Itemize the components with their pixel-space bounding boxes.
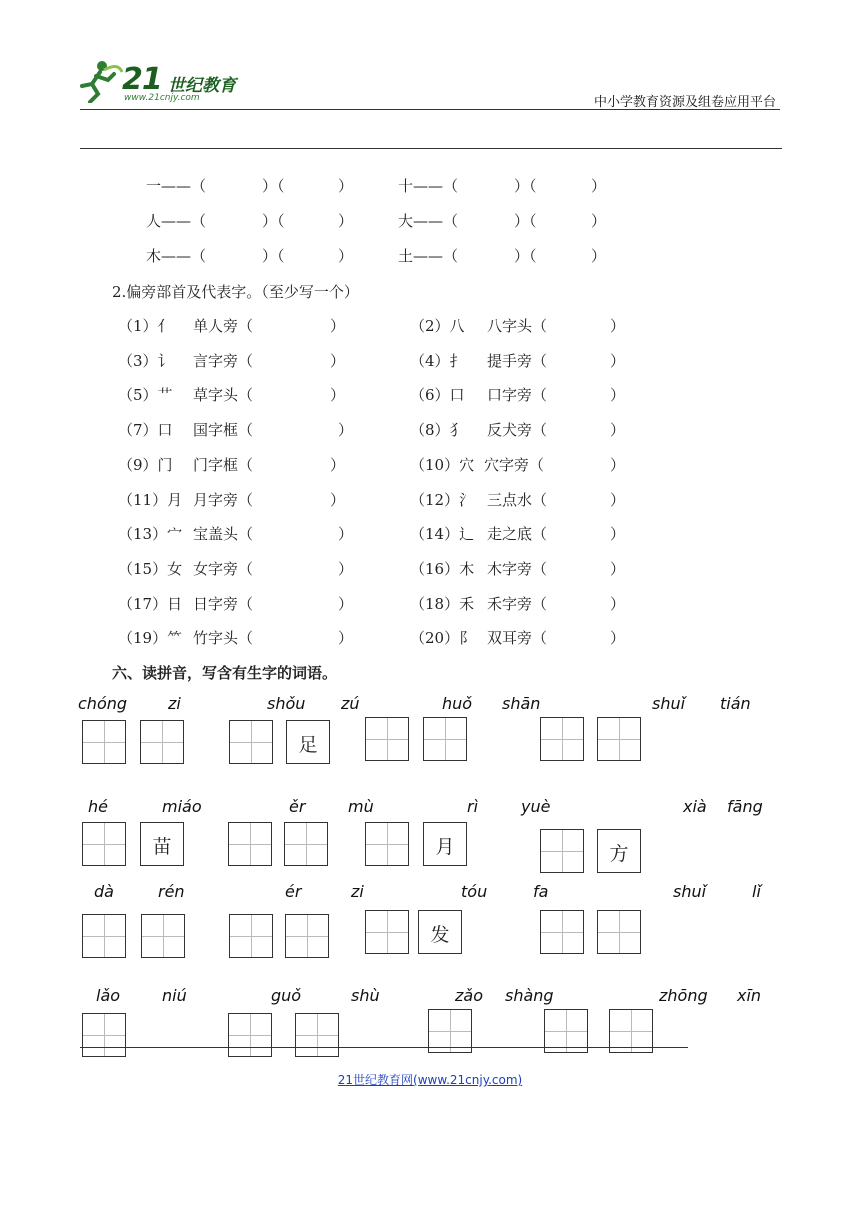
pinyin-syllable: shàng	[505, 986, 554, 1005]
stroke-row-cell: 土——（	[398, 247, 459, 265]
radical-symbol: （8）犭	[410, 421, 465, 440]
radical-name: ）	[610, 629, 626, 648]
tianzige-box[interactable]	[140, 720, 184, 764]
radical-symbol: （12）氵	[410, 490, 475, 509]
radical-name: ）	[610, 594, 626, 613]
radical-name: ）	[330, 317, 346, 335]
stroke-row-cell: 人——（	[146, 212, 207, 230]
pinyin-syllable: hé	[88, 797, 108, 816]
stroke-row-cell[interactable]: ）	[591, 212, 607, 230]
filled-char-box	[418, 910, 462, 954]
tianzige-box[interactable]	[285, 914, 329, 958]
tianzige-box[interactable]	[82, 1013, 126, 1057]
radical-name: 单人旁（	[193, 317, 254, 335]
radical-name: ）	[338, 594, 354, 613]
logo-text: 世纪教育	[168, 76, 236, 96]
runner-icon	[74, 58, 124, 103]
pinyin-syllable: shuǐ	[673, 882, 707, 901]
filled-char-box	[597, 829, 641, 873]
pinyin-syllable: yuè	[521, 797, 551, 816]
radical-name: 三点水（	[487, 490, 548, 509]
pinyin-syllable: dà	[94, 882, 114, 901]
pinyin-syllable: zǎo	[455, 986, 483, 1005]
pinyin-syllable: ér	[285, 882, 302, 901]
pinyin-syllable: huǒ	[442, 694, 473, 713]
radical-name: 国字框（	[193, 421, 254, 440]
stroke-row-cell[interactable]: ）（	[262, 247, 285, 265]
tianzige-box[interactable]	[295, 1013, 339, 1057]
radical-symbol: （2）八	[410, 317, 465, 335]
footer-rule	[80, 1047, 688, 1048]
given-character: 方	[609, 843, 629, 865]
tianzige-box[interactable]	[228, 1013, 272, 1057]
tianzige-box[interactable]	[540, 910, 584, 954]
radical-symbol: （13）宀	[118, 525, 183, 544]
radical-symbol: （20）阝	[410, 629, 475, 648]
tianzige-box[interactable]	[597, 717, 641, 761]
radical-name: 双耳旁（	[487, 629, 548, 648]
radical-symbol: （7）口	[118, 421, 173, 440]
radical-name: ）	[338, 525, 354, 544]
stroke-row-cell[interactable]: ）（	[514, 177, 537, 195]
radical-name: ）	[610, 490, 626, 509]
tianzige-box[interactable]	[365, 717, 409, 761]
pinyin-syllable: miáo	[162, 797, 202, 816]
pinyin-syllable: zhōng	[659, 986, 708, 1005]
pinyin-syllable: zú	[341, 694, 360, 713]
radical-symbol: （6）口	[410, 386, 465, 405]
radical-symbol: （3）讠	[118, 351, 173, 370]
radical-name: 草字头（	[193, 386, 254, 405]
stroke-row-cell[interactable]: ）（	[514, 247, 537, 265]
logo-number: 21	[122, 62, 162, 97]
radical-symbol: （14）辶	[410, 525, 475, 544]
tianzige-box[interactable]	[540, 717, 584, 761]
pinyin-syllable: shǒu	[267, 694, 306, 713]
radical-symbol: （16）木	[410, 559, 475, 578]
tianzige-box[interactable]	[82, 822, 126, 866]
pinyin-syllable: lǎo	[96, 986, 121, 1005]
section6-title: 六、读拼音，写含有生字的词语。	[112, 664, 338, 682]
pinyin-syllable: xīn	[737, 986, 762, 1005]
pinyin-syllable: tóu	[461, 882, 488, 901]
pinyin-syllable: rì	[467, 797, 479, 816]
radical-symbol: （18）禾	[410, 594, 475, 613]
logo-url: www.21cnjy.com	[124, 93, 200, 103]
stroke-row-cell[interactable]: ）	[338, 177, 354, 195]
radical-name: ）	[330, 351, 346, 370]
radical-name: 日字旁（	[193, 594, 254, 613]
pinyin-syllable: fāng	[727, 797, 763, 816]
radical-name: ）	[330, 455, 346, 474]
footer-link[interactable]: 21世纪教育网(www.21cnjy.com)	[337, 1073, 523, 1087]
radical-name: 提手旁（	[487, 351, 548, 370]
given-character: 月	[435, 836, 455, 858]
radical-name: ）	[610, 559, 626, 578]
tianzige-box[interactable]	[141, 914, 185, 958]
stroke-row-cell[interactable]: ）（	[262, 177, 285, 195]
pinyin-syllable: xià	[683, 797, 707, 816]
pinyin-syllable: shuǐ	[652, 694, 686, 713]
radical-symbol: （1）亻	[118, 317, 173, 335]
pinyin-syllable: fa	[533, 882, 549, 901]
radical-name: 走之底（	[487, 525, 548, 544]
radical-name: ）	[610, 421, 626, 440]
filled-char-box	[140, 822, 184, 866]
radical-name: ）	[610, 386, 626, 405]
radical-name: 木字旁（	[487, 559, 548, 578]
radical-name: 穴字旁（	[484, 455, 545, 474]
radical-name: ）	[330, 490, 346, 509]
tianzige-box[interactable]	[540, 829, 584, 873]
tianzige-box[interactable]	[82, 720, 126, 764]
stroke-row-cell: 十——（	[398, 177, 459, 195]
radical-symbol: （10）穴	[410, 455, 475, 474]
radical-name: 口字旁（	[487, 386, 548, 405]
radical-name: ）	[330, 386, 346, 405]
given-character: 足	[298, 734, 318, 756]
radical-name: 女字旁（	[193, 559, 254, 578]
given-character: 苗	[152, 836, 172, 858]
given-character: 发	[430, 924, 450, 946]
radical-name: ）	[610, 525, 626, 544]
radical-name: 禾字旁（	[487, 594, 548, 613]
tianzige-box[interactable]	[423, 717, 467, 761]
header-rule	[80, 109, 780, 110]
radical-name: ）	[610, 317, 626, 335]
stroke-row-cell[interactable]: ）（	[514, 212, 537, 230]
pinyin-syllable: shù	[351, 986, 380, 1005]
section2-title: 2.偏旁部首及代表字。（至少写一个）	[112, 283, 359, 301]
stroke-row-cell[interactable]: ）	[591, 177, 607, 195]
pinyin-syllable: shān	[502, 694, 541, 713]
radical-name: ）	[610, 351, 626, 370]
radical-name: 门字框（	[193, 455, 254, 474]
filled-char-box	[286, 720, 330, 764]
stroke-row-cell[interactable]: ）	[338, 212, 354, 230]
header-rule-2	[80, 148, 782, 149]
radical-symbol: （19）⺮	[118, 629, 183, 648]
tianzige-box[interactable]	[365, 910, 409, 954]
radical-name: 宝盖头（	[193, 525, 254, 544]
radical-name: 反犬旁（	[487, 421, 548, 440]
logo	[74, 58, 244, 108]
radical-symbol: （5）艹	[118, 386, 173, 405]
stroke-row-cell[interactable]: ）	[591, 247, 607, 265]
radical-symbol: （15）女	[118, 559, 183, 578]
pinyin-syllable: chóng	[78, 694, 128, 713]
radical-name: 月字旁（	[193, 490, 254, 509]
pinyin-syllable: tián	[720, 694, 751, 713]
radical-name: 言字旁（	[193, 351, 254, 370]
tianzige-box[interactable]	[82, 914, 126, 958]
pinyin-syllable: mù	[348, 797, 374, 816]
pinyin-syllable: guǒ	[271, 986, 302, 1005]
platform-name: 中小学教育资源及组卷应用平台	[594, 95, 777, 110]
stroke-row-cell[interactable]: ）（	[262, 212, 285, 230]
pinyin-syllable: niú	[162, 986, 187, 1005]
tianzige-box[interactable]	[365, 822, 409, 866]
pinyin-syllable: ěr	[289, 797, 306, 816]
radical-symbol: （17）日	[118, 594, 183, 613]
tianzige-box[interactable]	[284, 822, 328, 866]
stroke-row-cell: 一——（	[146, 177, 207, 195]
radical-name: ）	[338, 629, 354, 648]
radical-symbol: （11）月	[118, 490, 183, 509]
stroke-row-cell: 木——（	[146, 247, 207, 265]
tianzige-box[interactable]	[229, 914, 273, 958]
pinyin-syllable: zi	[168, 694, 181, 713]
radical-name: ）	[338, 421, 354, 440]
radical-name: ）	[338, 559, 354, 578]
radical-name: ）	[610, 455, 626, 474]
radical-symbol: （4）扌	[410, 351, 465, 370]
tianzige-box[interactable]	[229, 720, 273, 764]
radical-name: 八字头（	[487, 317, 548, 335]
stroke-row-cell[interactable]: ）	[338, 247, 354, 265]
tianzige-box[interactable]	[228, 822, 272, 866]
stroke-row-cell: 大——（	[398, 212, 459, 230]
pinyin-syllable: rén	[158, 882, 185, 901]
filled-char-box	[423, 822, 467, 866]
radical-symbol: （9）门	[118, 455, 173, 474]
pinyin-syllable: lǐ	[752, 882, 761, 901]
radical-name: 竹字头（	[193, 629, 254, 648]
pinyin-syllable: zi	[351, 882, 364, 901]
tianzige-box[interactable]	[597, 910, 641, 954]
